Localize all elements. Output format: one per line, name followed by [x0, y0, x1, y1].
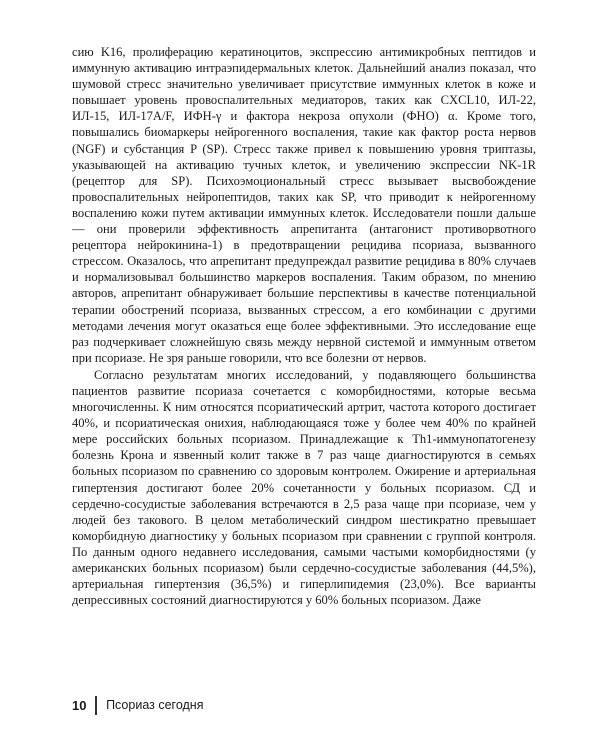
running-title: Псориаз сегодня — [106, 698, 204, 712]
page-number: 10 — [72, 697, 87, 713]
paragraph-1: сию K16, пролиферацию кератиноцитов, экспрессию антимикробных пептидов и иммунную активацию интраэпидермальных клеток. Дальнейший анализ показал, что шумовой стресс значительно увеличивает присутствие иммунных клеток в коже и повышает уровень провоспалительных медиаторов, таких как CXCL10, ИЛ-22, ИЛ-15, ИЛ-17A/F, ИФН-γ и фактора некроза опухоли (ФНО) α. Кроме того, повышались биомаркеры нейрогенного воспаления, такие как фактор роста нервов (NGF) и субстанция P (SP). Стресс также привел к повышению уровня триптазы, указывающей на активацию тучных клеток, и увеличению экспрессии NK-1R (рецептор для SP). Психоэмоциональный стресс вызывает высвобождение провоспалительных нейропептидов, таких как SP, что приводит к нейрогенному воспалению кожи путем активации иммунных клеток. Исследователи пошли дальше — они проверили эффективность апрепитанта (антагонист противорвотного рецептора нейрокинина-1) в предотвращении рецидива псориаза, вызванного стрессом. Оказалось, что апрепитант предупреждал развитие рецидива в 80% случаев и нормализовывал большинство маркеров воспаления. Таким образом, по мнению авторов, апрепитант обнаруживает большие перспективы в качестве потенциальной терапии обострений псориаза, вызванных стрессом, а его комбинации с другими методами лечения могут оказаться еще более эффективными. Это исследование еще раз подчеркивает сложнейшую связь между нервной системой и иммунным ответом при псориазе. Не зря раньше говорили, что все болезни от нервов. — [72, 45, 536, 365]
page-footer — [72, 695, 203, 715]
paragraph-2: Согласно результатам многих исследований, у подавляющего большинства пациентов развитие псориаза сочетается с коморбидностями, которые весьма многочисленны. К ним относятся псориатический артрит, частота которого достигает 40%, и псориатическая онихия, наблюдающаяся тоже у более чем 40% по крайней мере российских больных псориазом. Принадлежащие к Th1-иммунопатогенезу болезнь Крона и язвенный колит также в 7 раз чаще диагностируются в семьях больных псориазом по сравнению со здоровым контролем. Ожирение и артериальная гипертензия достигают более 20% сочетанности у больных псориазом. СД и сердечно-сосудистые заболевания встречаются в 2,5 раза чаще при псориазе, чем у людей без такового. В целом метаболический синдром шестикратно превышает коморбидную диагностику у больных псориазом при сравнении с группой контроля. По данным одного недавнего исследования, самыми частыми коморбидностями (у американских больных псориазом) были сердечно-сосудистые заболевания (44,5%), артериальная гипертензия (36,5%) и гиперлипидемия (23,0%). Все варианты депрессивных состояний диагностируются у 60% больных псориазом. Даже — [72, 367, 536, 608]
footer-divider — [95, 696, 97, 715]
page-body — [72, 44, 536, 608]
